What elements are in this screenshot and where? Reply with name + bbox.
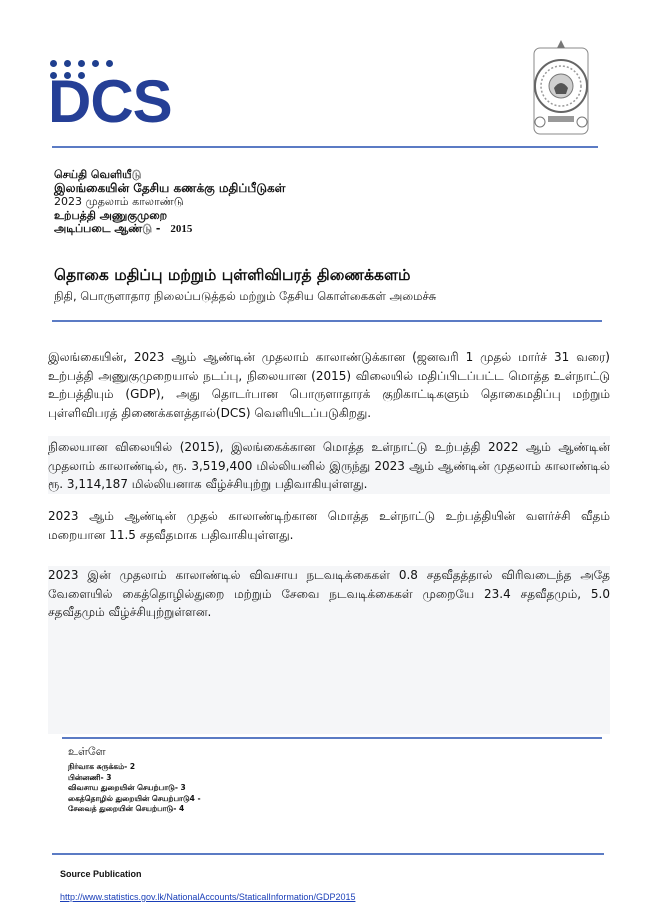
press-release-line4: உற்பத்தி அணுகுமுறை <box>54 208 168 222</box>
contents-item[interactable]: சேவைத் துறையின் செயற்பாடு- 4 <box>68 804 185 813</box>
dcs-logo <box>48 58 188 138</box>
press-release-line2: இலங்கையின் தேசிய கணக்கு மதிப்பீடுகள் <box>54 180 286 195</box>
contents-item[interactable]: நிர்வாக சுருக்கம்- 2 <box>68 762 136 771</box>
contents-item[interactable]: கைத்தொழில் துறையின் செயற்பாடு4 - <box>68 793 201 803</box>
contents-item[interactable]: பின்னணி- 3 <box>68 772 112 782</box>
press-release-header <box>54 168 285 237</box>
press-release-line1: செய்தி வெளியீடு <box>54 168 142 181</box>
source-link[interactable]: http://www.statistics.gov.lk/NationalAccounts/StaticalInformation/GDP2015 <box>60 892 356 902</box>
contents-label: உள்ளே <box>68 745 106 758</box>
gdp-value-paragraph: நிலையான விலையில் (2015), இலங்கைக்கான மொத்த உள்நாட்டு உற்பத்தி 2022 ஆம் ஆண்டின் முதலாம் காலாண்டில், ரூ. 3,519,400 மில்லியனில் இருந்து 2023 ஆம் ஆண்டின் முதலாம் காலாண்டில் ரூ. 3,114,187 மில்லியனாக வீழ்ச்சியுற்று பதிவாகியுள்ளது. <box>48 436 610 494</box>
sri-lanka-state-emblem-icon <box>526 36 596 136</box>
sector-paragraph: 2023 இன் முதலாம் காலாண்டில் விவசாய நடவடிக்கைகள் 0.8 சதவீதத்தால் விரிவடைந்த அதே வேளையில் கைத்தொழில்துறை மற்றும் சேவை நடவடிக்கைகள் முறையே 23.4 சதவீதமும், 5.0 சதவீதமும் வீழ்ச்சியுற்றுள்ளன. <box>48 566 610 734</box>
contents-divider <box>62 737 602 739</box>
growth-rate-paragraph: 2023 ஆம் ஆண்டின் முதல் காலாண்டிற்கான மொத்த உள்நாட்டு உற்பத்தியின் வளர்ச்சி வீதம் மறையான 11.5 சதவீதமாக பதிவாகியுள்ளது. <box>48 509 610 542</box>
logo-text: DCS <box>48 68 172 135</box>
header-divider <box>52 146 598 148</box>
department-title: தொகை மதிப்பு மற்றும் புள்ளிவிபரத் திணைக்களம் <box>54 266 411 284</box>
press-release-line3: 2023 முதலாம் காலாண்டு <box>54 195 184 208</box>
contents-list <box>68 762 201 815</box>
intro-paragraph: இலங்கையின், 2023 ஆம் ஆண்டின் முதலாம் காலாண்டுக்கான (ஜனவரி 1 முதல் மார்ச் 31 வரை) உற்பத்தி அணுகுமுறையால் நடப்பு, நிலையான (2015) விலையில் மதிப்பிடப்பட்ட மொத்த உள்நாட்டு உற்பத்தியும் (GDP), அது தொடர்பான பொருளாதாரக் குறிகாட்டிகளும் தொகைமதிப்பு மற்றும் புள்ளிவிபரத் திணைக்களத்தால்(DCS) வெளியிடப்படுகிறது. <box>48 350 610 420</box>
contents-item[interactable]: விவசாய துறையின் செயற்பாடு- 3 <box>68 783 186 792</box>
base-year-label: அடிப்படை ஆண்டு - <box>54 222 161 235</box>
ministry-subtitle: நிதி, பொருளாதார நிலைப்படுத்தல் மற்றும் தேசிய கொள்கைகள் அமைச்சு <box>54 289 437 303</box>
title-divider <box>52 320 602 322</box>
footer-divider <box>52 853 604 855</box>
source-label: Source Publication <box>60 869 142 879</box>
base-year-value: 2015 <box>170 223 193 235</box>
